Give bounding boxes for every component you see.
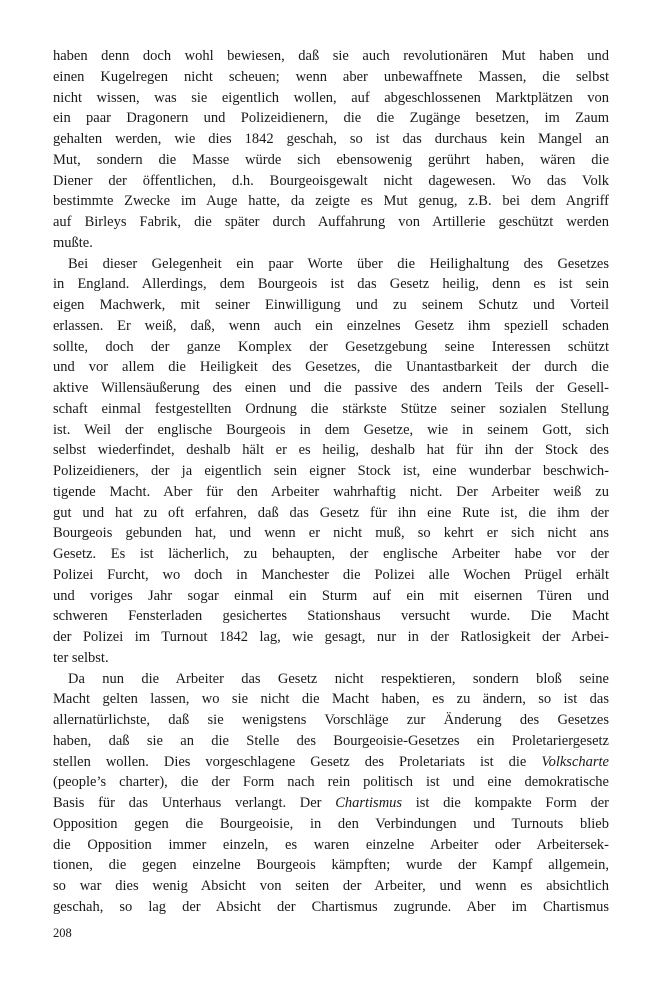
text-line (53, 855, 609, 876)
text-line (53, 627, 609, 648)
text-line (53, 357, 609, 378)
text-segment: Bei dieser Gelegenheit ein paar Worte über die Heilighaltung des Gesetzes (68, 255, 609, 272)
text-segment: gut und hat zu oft erfahren, daß das Gesetz für ihn eine Rute ist, die ihm der (53, 504, 609, 521)
text-segment: selbst wiederfindet, deshalb hält er es heilig, deshalb hat für ihn der Stock des (53, 442, 609, 459)
text-segment: ter selbst. (53, 649, 109, 666)
text-segment: haben denn doch wohl bewiesen, daß sie auch revolutionären Mut haben und (53, 48, 609, 64)
text-segment: Polizei Furcht, wo doch in Manchester die Polizei alle Wochen Prügel erhält (53, 566, 609, 583)
text-line (53, 108, 609, 129)
text-line (53, 793, 609, 814)
page-number: 208 (53, 926, 72, 940)
text-segment: tigende Macht. Aber für den Arbeiter wahrhaftig nicht. Der Arbeiter weiß zu (53, 483, 609, 500)
text-segment: in England. Allerdings, dem Bourgeois ist das Gesetz heilig, denn es ist sein (53, 276, 609, 293)
text-segment: Macht gelten lassen, wo sie nicht die Macht haben, es zu ändern, so ist das (53, 691, 609, 708)
text-line (53, 710, 609, 731)
text-line (53, 586, 609, 607)
text-segment: aktive Willensäußerung des einen und die passive des andern Teils der Gesell- (53, 380, 609, 396)
text-segment: tionen, die gegen einzelne Bourgeois kämpften; wurde der Kampf allgemein, (53, 857, 609, 874)
text-segment: gehalten werden, wie dies 1842 geschah, so ist das durchaus kein Mangel an (53, 131, 609, 147)
text-segment: Da nun die Arbeiter das Gesetz nicht respektieren, sondern bloß seine (68, 670, 609, 687)
text-line (53, 212, 609, 233)
text-segment: (people’s charter), die der Form nach rein politisch ist und eine demokratische (53, 774, 609, 791)
text-segment: geschah, so lag der Absicht der Chartismus zugrunde. Aber im Chartismus (53, 898, 609, 915)
text-segment: ist die kompakte Form der (402, 795, 609, 811)
text-line (53, 523, 609, 544)
text-line (53, 835, 609, 856)
text-line (53, 274, 609, 295)
text-segment: Basis für das Unterhaus verlangt. Der (53, 795, 336, 811)
text-segment: bestimmte Zwecke im Auge hatte, da zeigte es Mut genug, z.B. bei dem Angriff (53, 193, 609, 210)
text-segment: Mut, sondern die Masse würde sich ebensowenig gerührt haben, wären die (53, 151, 609, 168)
text-line (53, 129, 609, 150)
text-segment: Bourgeois gebunden hat, und wenn er nicht muß, so kehrt er sich nicht ans (53, 525, 609, 542)
text-line (53, 67, 609, 88)
text-line (53, 503, 609, 524)
text-segment: schweren Fensterladen gesichertes Stationshaus versucht wurde. Die Macht (53, 608, 609, 625)
text-line (53, 171, 609, 192)
text-line (53, 191, 609, 212)
text-segment: haben, daß sie an die Stelle des Bourgeoisie-Gesetzes ein Proletariergesetz (53, 732, 609, 749)
text-segment: Diener der öffentlichen, d.h. Bourgeoisgewalt nicht dagewesen. Wo das Volk (53, 172, 609, 189)
text-line (53, 772, 609, 793)
text-line (53, 337, 609, 358)
text-segment: und vor allem die Heiligkeit des Gesetzes, die Unantastbarkeit der durch die (53, 359, 609, 376)
text-segment: sollte, doch der ganze Komplex der Gesetzgebung seine Interessen schützt (53, 338, 609, 355)
text-segment: allernatürlichste, daß sie wenigstens Vorschläge zur Änderung des Gesetzes (53, 712, 609, 728)
text-line (53, 88, 609, 109)
text-line (53, 254, 609, 275)
emphasized-text: Volkscharte (541, 753, 609, 770)
text-line (53, 46, 609, 67)
text-segment: eigen Machwerk, mit seiner Einwilligung und zu seinem Schutz und Vorteil (53, 297, 609, 313)
text-segment: stellen wollen. Dies vorgeschlagene Gesetz des Proletariats ist die (53, 753, 542, 770)
text-segment: Opposition gegen die Bourgeoisie, in den Verbindungen und Turnouts blieb (53, 815, 609, 832)
text-line (53, 440, 609, 461)
text-line (53, 876, 609, 897)
text-segment: ist. Weil der englische Bourgeois in dem Gesetze, wie in seinem Gott, sich (53, 421, 609, 438)
text-line (53, 689, 609, 710)
text-segment: auf Birleys Fabrik, die später durch Auffahrung von Artillerie geschützt werden (53, 214, 609, 230)
text-line (53, 731, 609, 752)
text-line (53, 648, 609, 669)
text-line (53, 669, 609, 690)
text-line (53, 420, 609, 441)
text-line (53, 461, 609, 482)
text-segment: die Opposition immer einzeln, es waren einzelne Arbeiter oder Arbeitersek- (53, 836, 609, 853)
text-line (53, 233, 609, 254)
text-segment: Gesetz. Es ist lächerlich, zu behaupten, der englische Arbeiter habe vor der (53, 546, 609, 562)
text-segment: Polizeidieners, der ja eigentlich sein eigner Stock ist, eine wunderbar beschwich- (53, 463, 609, 479)
text-line (53, 316, 609, 337)
text-line (53, 565, 609, 586)
text-segment: einen Kugelregen nicht scheuen; wenn aber unbewaffnete Massen, die selbst (53, 68, 609, 85)
emphasized-text: Chartismus (335, 795, 403, 811)
text-line (53, 150, 609, 171)
text-line (53, 295, 609, 316)
body-text (53, 46, 609, 918)
text-segment: ein paar Dragonern und Polizeidienern, die die Zugänge besetzen, im Zaum (53, 110, 609, 127)
text-segment: und voriges Jahr sogar einmal ein Sturm auf ein mit eisernen Türen und (53, 587, 609, 604)
text-line (53, 897, 609, 918)
text-line (53, 399, 609, 420)
text-line (53, 752, 609, 773)
text-segment: erlassen. Er weiß, daß, wenn auch ein einzelnes Gesetz ihm speziell schaden (53, 317, 609, 334)
text-segment: schaft einmal festgestellten Ordnung die stärkste Stütze seiner sozialen Stellung (53, 400, 609, 417)
text-segment: nicht wissen, was sie eigentlich wollen, auf abgeschlossenen Marktplätzen von (53, 89, 609, 106)
text-segment: der Polizei im Turnout 1842 lag, wie gesagt, nur in der Ratlosigkeit der Arbei- (53, 629, 609, 645)
text-line (53, 814, 609, 835)
text-line (53, 482, 609, 503)
text-segment: so war dies wenig Absicht von seiten der Arbeiter, und wenn es absichtlich (53, 878, 609, 894)
text-segment: mußte. (53, 234, 93, 251)
text-line (53, 606, 609, 627)
text-line (53, 544, 609, 565)
text-line (53, 378, 609, 399)
